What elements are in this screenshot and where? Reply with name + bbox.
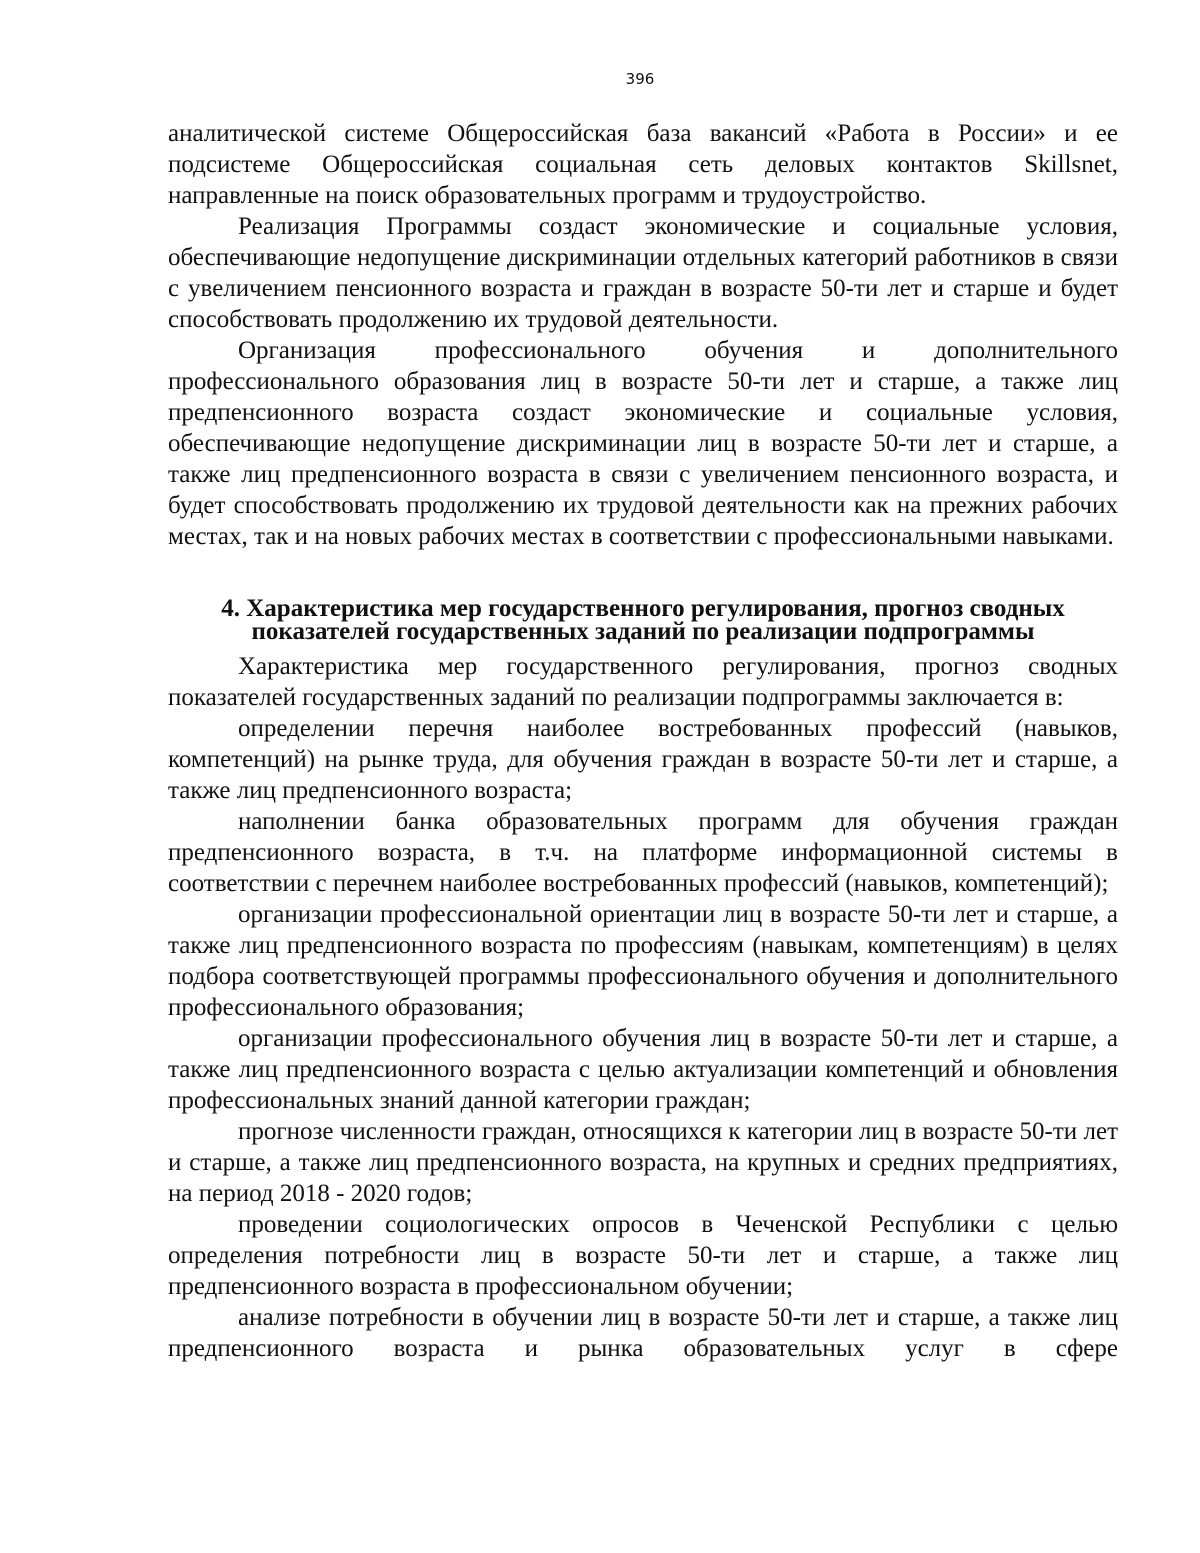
list-item-career-guidance: организации профессиональной ориентации лиц в возрасте 50-ти лет и старше, а также лиц предпенсионного возраста по профессиям (навыкам, компетенциям) в целях подбора соответствующей программы профессионального обучения и дополнительного профессионального образования;: [168, 901, 1118, 1021]
section-heading-line-2: показателей государственных заданий по реализации подпрограммы: [251, 618, 1035, 645]
document-body: [168, 118, 1118, 1364]
list-item-needs-analysis: анализе потребности в обучении лиц в возрасте 50-ти лет и старше, а также лиц предпенсионного возраста и рынка образовательных услуг в сфере: [168, 1304, 1118, 1362]
list-item-program-bank: наполнении банка образовательных программ для обучения граждан предпенсионного возраста, в т.ч. на платформе информационной системы в соответствии с перечнем наиболее востребованных профессий (навыков, компетенций);: [168, 808, 1118, 897]
list-item-surveys: проведении социологических опросов в Чеченской Республики с целью определения потребности лиц в возрасте 50-ти лет и старше, а также лиц предпенсионного возраста в профессиональном обучении;: [168, 1211, 1118, 1300]
list-item-professional-training: организации профессионального обучения лиц в возрасте 50-ти лет и старше, а также лиц предпенсионного возраста с целью актуализации компетенций и обновления профессиональных знаний данной категории граждан;: [168, 1025, 1118, 1114]
paragraph-program-implementation: Реализация Программы создаст экономические и социальные условия, обеспечивающие недопущение дискриминации отдельных категорий работников в связи с увеличением пенсионного возраста и граждан в возрасте 50-ти лет и старше и будет способствовать продолжению их трудовой деятельности.: [168, 213, 1118, 333]
list-item-professions: определении перечня наиболее востребованных профессий (навыков, компетенций) на рынке труда, для обучения граждан в возрасте 50-ти лет и старше, а также лиц предпенсионного возраста;: [168, 715, 1118, 804]
paragraph-training-organization: Организация профессионального обучения и дополнительного профессионального образования лиц в возрасте 50-ти лет и старше, а также лиц предпенсионного возраста создаст экономические и социальные условия, обеспечивающие недопущение дискриминации лиц в возрасте 50-ти лет и старше, а также лиц предпенсионного возраста в связи с увеличением пенсионного возраста, и будет способствовать продолжению их трудовой деятельности как на прежних рабочих местах, так и на новых рабочих местах в соответствии с профессиональными навыками.: [168, 337, 1118, 550]
section-heading: [168, 597, 1118, 643]
paragraph-section-intro: Характеристика мер государственного регулирования, прогноз сводных показателей государственных заданий по реализации подпрограммы заключается в:: [168, 653, 1118, 711]
paragraph-continued: аналитической системе Общероссийская база вакансий «Работа в России» и ее подсистеме Общероссийская социальная сеть деловых контактов Skillsnet, направленные на поиск образовательных программ и трудоустройство.: [168, 120, 1118, 209]
list-item-forecast: прогнозе численности граждан, относящихся к категории лиц в возрасте 50-ти лет и старше, а также лиц предпенсионного возраста, на крупных и средних предприятиях, на период 2018 - 2020 годов;: [168, 1118, 1118, 1207]
section-heading-line-1: 4. Характеристика мер государственного регулирования, прогноз сводных: [221, 595, 1065, 622]
page-number: 396: [625, 70, 655, 88]
